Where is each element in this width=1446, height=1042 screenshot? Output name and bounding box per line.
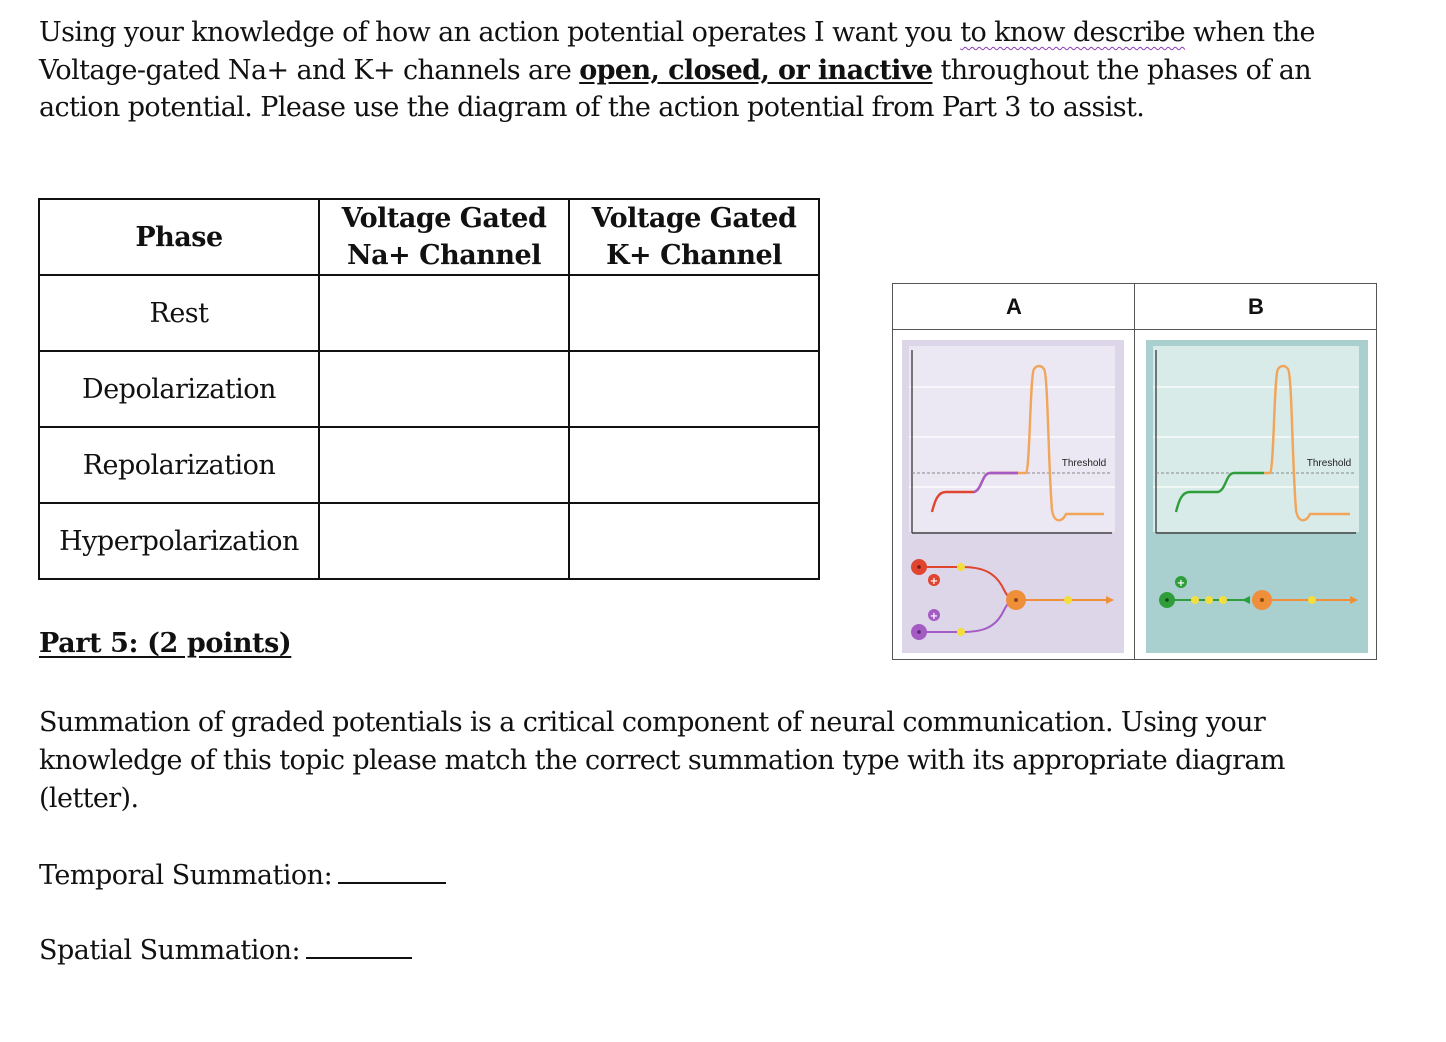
- k-answer-cell[interactable]: [569, 427, 819, 503]
- summation-diagram: [892, 283, 1377, 660]
- summation-instructions: Summation of graded potentials is a critical component of neural communication. Using your knowledge of this topic please match the correct summation type with its appropriate diagram (letter).: [39, 707, 1285, 814]
- spatial-summation-line: [39, 931, 412, 966]
- spatial-summation-label: Spatial Summation:: [39, 935, 301, 966]
- instructions-text-1: Using your knowledge of how an action potential operates I want you: [39, 17, 961, 48]
- header-k-channel: Voltage Gated K+ Channel: [569, 199, 819, 275]
- panel-b-graph-area: [1153, 346, 1359, 532]
- channel-phase-table: [38, 198, 820, 580]
- phase-cell: Rest: [39, 275, 319, 351]
- diagram-divider: [1134, 284, 1135, 659]
- temporal-summation-blank[interactable]: [338, 856, 446, 884]
- spatial-summation-blank[interactable]: [306, 931, 412, 959]
- panel-a-red-synapse: [957, 563, 965, 571]
- diagram-label-b: B: [1135, 284, 1377, 330]
- svg-text:+: +: [929, 611, 939, 622]
- header-na-channel: Voltage Gated Na+ Channel: [319, 199, 569, 275]
- k-answer-cell[interactable]: [569, 503, 819, 579]
- na-answer-cell[interactable]: [319, 351, 569, 427]
- instructions-emphasis: open, closed, or inactive: [579, 54, 933, 86]
- instructions-spellcheck-text: to know describe: [960, 17, 1186, 48]
- panel-b: [1146, 340, 1368, 653]
- panel-a-purple-synapse: [957, 628, 965, 636]
- table-header-row: [39, 199, 819, 275]
- panel-a-threshold-label: Threshold: [1061, 458, 1107, 469]
- header-phase: Phase: [39, 199, 319, 275]
- temporal-summation-line: [39, 856, 446, 891]
- svg-text:+: +: [1176, 578, 1186, 589]
- instructions-text-2: when the Voltage-gated Na+ and K+ channels are: [39, 17, 1315, 86]
- table-row: [39, 427, 819, 503]
- na-answer-cell[interactable]: [319, 503, 569, 579]
- k-answer-cell[interactable]: [569, 351, 819, 427]
- phase-cell: Repolarization: [39, 427, 319, 503]
- diagram-label-a: A: [893, 284, 1135, 330]
- svg-text:+: +: [929, 576, 939, 587]
- table-row: [39, 351, 819, 427]
- na-answer-cell[interactable]: [319, 427, 569, 503]
- panel-a-graph-area: [909, 346, 1115, 532]
- part5-heading: Part 5: (2 points): [39, 628, 292, 659]
- temporal-summation-label: Temporal Summation:: [39, 860, 333, 891]
- table-row: [39, 503, 819, 579]
- panel-b-threshold-label: Threshold: [1306, 458, 1352, 469]
- na-answer-cell[interactable]: [319, 275, 569, 351]
- instructions-text-3: throughout the phases of an action potential. Please use the diagram of the action potential from Part 3 to assist.: [39, 54, 1311, 123]
- instructions-paragraph: [39, 14, 1339, 127]
- table-row: [39, 275, 819, 351]
- panel-a: [902, 340, 1124, 653]
- phase-cell: Hyperpolarization: [39, 503, 319, 579]
- phase-cell: Depolarization: [39, 351, 319, 427]
- k-answer-cell[interactable]: [569, 275, 819, 351]
